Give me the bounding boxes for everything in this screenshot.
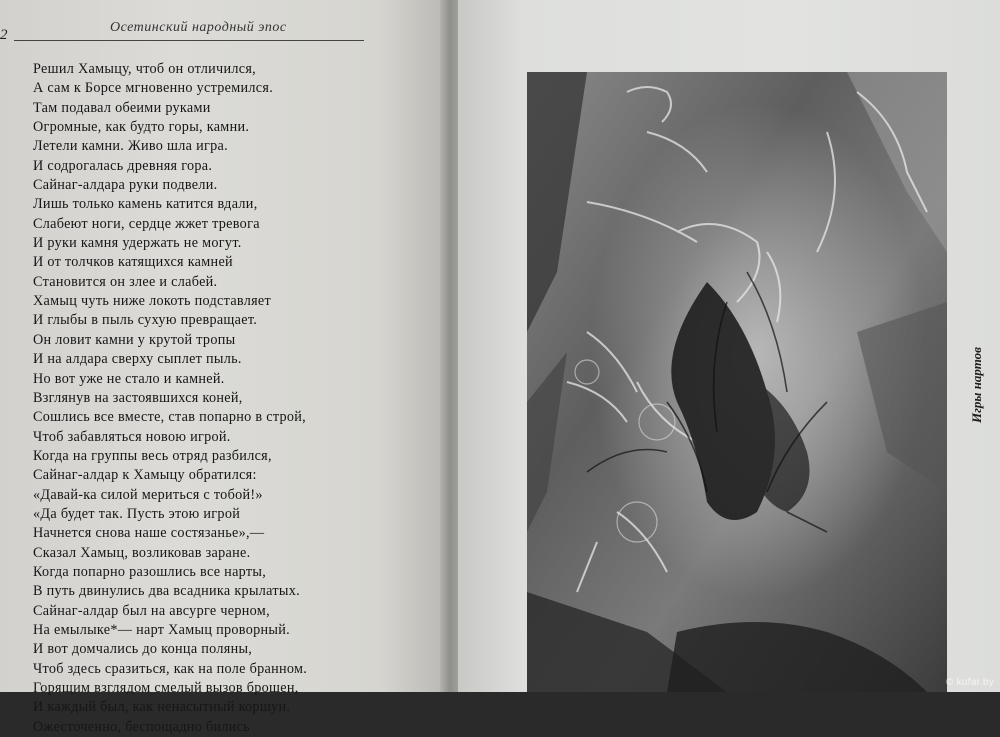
illustration-drawing [527,72,947,692]
verse-line: И руки камня удержать не могут. [33,235,242,252]
verse-line: Решил Хамыцу, чтоб он отличился, [33,61,256,77]
verse-line: «Давай-ка силой мериться с тобой!» [33,486,263,503]
verse-line: Летели камни. Живо шла игра. [33,138,228,155]
verse-line: Там подавал обеими руками [33,99,211,116]
verse-line: Хамыц чуть ниже локоть подставляет [33,293,272,310]
verse-line: Сошлись все вместе, став попарно в строй, [33,409,307,426]
verse-line: В путь двинулись два всадника крылатых. [33,583,300,600]
verse-line: Лишь только камень катится вдали, [33,196,258,213]
verse-line: И содрогалась древняя гора. [33,157,213,174]
verse-line: И каждый был, как ненасытный коршун. [33,699,291,716]
verse-line: Взглянув на застоявшихся коней, [33,389,243,406]
page-number: 2 [0,27,8,43]
illustration-horsemen [527,72,947,692]
verse-line: И глыбы в пыль сухую превращает. [33,312,258,329]
header-rule [14,40,364,41]
verse-line: И от толчков катящихся камней [33,254,233,271]
left-page [0,0,447,735]
verse-line: Сайнаг-алдара руки подвели. [33,177,218,194]
verse-line: И на алдара сверху сыплет пыль. [33,351,242,368]
verse-line: А сам к Борсе мгновенно устремился. [33,80,274,97]
verse-line: Слабеют ноги, сердце жжет тревога [33,215,260,232]
watermark: © kufar.by [945,677,994,688]
verse-line: Сказал Хамыц, возликовав заране. [33,544,251,561]
running-head: Осетинский народный эпос [110,20,287,35]
illustration-caption [968,330,986,440]
verse-line: Сайнаг-алдар был на авсурге черном, [33,602,270,619]
verse-line: Чтоб забавляться новою игрой. [33,428,231,445]
verse-line: Он ловит камни у крутой тропы [33,331,236,348]
verse-line: Ожесточенно, беспощадно бились [33,718,250,735]
verse-line: Чтоб здесь сразиться, как на поле бранном. [33,660,308,677]
verse-line: Когда на группы весь отряд разбился, [33,447,272,464]
verse-line: Начнется снова наше состязанье»,— [33,525,265,542]
verse-line: Огромные, как будто горы, камни. [33,119,250,136]
verse-text [33,60,433,737]
verse-line: Горящим взглядом смелый вызов брошен, [33,680,299,696]
verse-line: И вот домчались до конца поляны, [33,641,253,658]
verse-line: Когда попарно разошлись все нарты, [33,563,267,580]
caption-text: Игры нартов [969,347,984,423]
verse-line: Становится он злее и слабей. [33,273,218,290]
verse-line: На емылыке*— нарт Хамыц проворный. [33,621,290,638]
verse-line: Но вот уже не стало и камней. [33,370,225,387]
verse-line: «Да будет так. Пусть этою игрой [33,505,241,522]
verse-line: Сайнаг-алдар к Хамыцу обратился: [33,467,257,484]
